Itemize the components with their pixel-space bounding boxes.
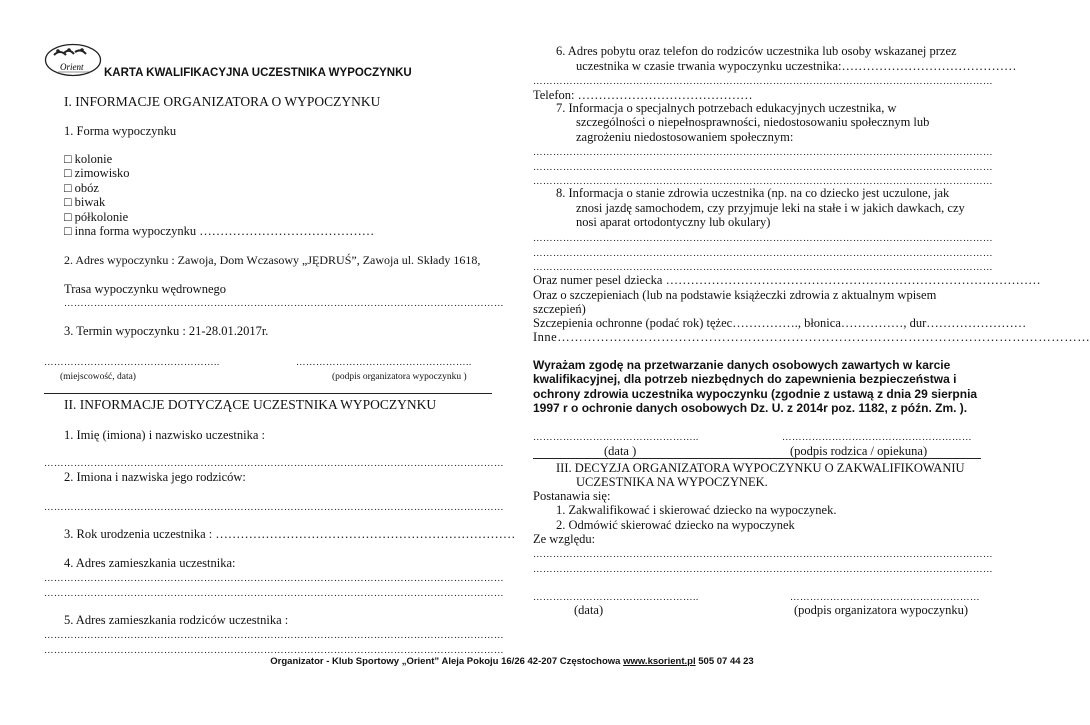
question-stay-address-line1: 6. Adres pobytu oraz telefon do rodziców uczestnika lub osoby wskazanej przez: [556, 44, 957, 58]
consent-line3: ochrony zdrowia uczestnika wypoczynku (zgodnie z ustawą z dnia 29 sierpnia: [533, 387, 978, 401]
card-title: KARTA KWALIFIKACYJNA UCZESTNIKA WYPOCZYNKU: [104, 67, 412, 79]
form-option-other[interactable]: □ inna forma wypoczynku ……………………………………: [64, 224, 375, 238]
final-sign-label: (podpis organizatora wypoczynku): [794, 603, 969, 617]
decision-label: Postanawia się:: [533, 489, 611, 503]
orient-club-logo: [44, 43, 102, 77]
question-form: 1. Forma wypoczynku: [64, 124, 177, 138]
final-sign-dots[interactable]: …………………………………………………: [790, 593, 980, 603]
reason-dots-2[interactable]: …………………………………………………………………………………………………………………………: [533, 565, 993, 575]
logo-text: Orient: [60, 62, 84, 72]
form-option-biwak[interactable]: □ biwak: [64, 195, 106, 209]
health-dots-2[interactable]: …………………………………………………………………………………………………………………………: [533, 249, 993, 259]
parents-names-dots[interactable]: …………………………………………………………………………………………………………………………: [44, 503, 504, 513]
other-field[interactable]: Inne……………………………………………………………………………………………………………: [533, 330, 1090, 344]
consent-line1: Wyrażam zgodę na przetwarzanie danych osobowych zawartych w karcie: [533, 358, 951, 372]
form-option-polkolonie[interactable]: □ półkolonie: [64, 210, 129, 224]
participant-name-dots[interactable]: …………………………………………………………………………………………………………………………: [44, 459, 504, 469]
organizer-sign-label: (podpis organizatora wypoczynku ): [332, 372, 467, 382]
question-education-line3: zagrożeniu niedostosowaniem społecznym:: [576, 130, 794, 144]
section2-title: II. INFORMACJE DOTYCZĄCE UCZESTNIKA WYPOCZYNKU: [64, 397, 437, 412]
question-term: 3. Termin wypoczynku : 21-28.01.2017r.: [64, 324, 269, 338]
footer-phone: 505 07 44 23: [695, 656, 754, 667]
decision-option-refuse[interactable]: 2. Odmówić skierować dziecko na wypoczynek: [556, 518, 795, 532]
section1-title: I. INFORMACJE ORGANIZATORA O WYPOCZYNKU: [64, 94, 381, 109]
form-option-kolonie[interactable]: □ kolonie: [64, 152, 113, 166]
section3-title-line2: UCZESTNIKA NA WYPOCZYNEK.: [576, 475, 768, 489]
question-participant-address: 4. Adres zamieszkania uczestnika:: [64, 556, 236, 570]
question-stay-address-line2: uczestnika w czasie trwania wypoczynku uczestnika:……………………………………: [576, 59, 1017, 73]
organizer-sign-dots[interactable]: ……………………………………………..: [296, 358, 472, 368]
consent-date-label: (data ): [604, 444, 637, 458]
question-participant-name: 1. Imię (imiona) i nazwisko uczestnika :: [64, 428, 265, 442]
question-parents-address: 5. Adres zamieszkania rodziców uczestnika :: [64, 613, 289, 627]
stay-address-dots[interactable]: …………………………………………………………………………………………………………………………: [533, 77, 993, 87]
reason-dots-1[interactable]: …………………………………………………………………………………………………………………………: [533, 550, 993, 560]
participant-address-dots-1[interactable]: …………………………………………………………………………………………………………………………: [44, 574, 504, 584]
form-option-zimowisko[interactable]: □ zimowisko: [64, 166, 130, 180]
pesel-field[interactable]: Oraz numer pesel dziecka ………………………………………………………………………………: [533, 273, 1041, 287]
health-dots-1[interactable]: …………………………………………………………………………………………………………………………: [533, 234, 993, 244]
footer-link[interactable]: www.ksorient.pl: [623, 656, 696, 667]
final-date-label: (data): [574, 603, 604, 617]
question-address: 2. Adres wypoczynku : Zawoja, Dom Wczasowy „JĘDRUŚ”, Zawoja ul. Składy 1618,: [64, 253, 481, 267]
parents-address-dots-2[interactable]: …………………………………………………………………………………………………………………………: [44, 646, 504, 656]
footer: [0, 656, 1024, 668]
footer-organizer: Organizator - Klub Sportowy „Orient” Aleja Pokoju 16/26 42-207 Częstochowa: [270, 656, 624, 667]
question-birth-year: 3. Rok urodzenia uczestnika : ………………………………………………………………: [64, 527, 516, 541]
place-date-label: (miejscowość, data): [60, 372, 136, 382]
route-label: Trasa wypoczynku wędrownego: [64, 282, 227, 296]
consent-sign-label: (podpis rodzica / opiekuna): [790, 444, 928, 458]
decision-option-qualify[interactable]: 1. Zakwalifikować i skierować dziecko na wypoczynek.: [556, 503, 837, 517]
health-dots-3[interactable]: …………………………………………………………………………………………………………………………: [533, 263, 993, 273]
reason-label: Ze względu:: [533, 532, 596, 546]
final-date-dots[interactable]: …………………………………………..: [533, 593, 699, 603]
vaccination-fields[interactable]: Szczepienia ochronne (podać rok) tężec……………., błonica……………, dur……………………: [533, 316, 1027, 330]
parents-address-dots-1[interactable]: …………………………………………………………………………………………………………………………: [44, 631, 504, 641]
form-option-oboz[interactable]: □ obóz: [64, 181, 99, 195]
consent-line2: kwalifikacyjnej, dla potrzeb niezbędnych do zapewnienia bezpieczeństwa i: [533, 372, 957, 386]
question-health-line2: znosi jazdę samochodem, czy przyjmuje leki na stałe i w jakich dawkach, czy: [576, 201, 965, 215]
section-divider-right: [533, 458, 981, 459]
question-health-line1: 8. Informacja o stanie zdrowia uczestnika (np. na co dziecko jest uczulone, jak: [556, 186, 950, 200]
vaccination-text-line2: szczepień): [533, 302, 586, 316]
consent-sign-dots[interactable]: …………………………………………………: [782, 433, 972, 443]
consent-line4: 1997 r o ochronie danych osobowych Dz. U. z 2014r poz. 1182, z późn. Zm. ).: [533, 401, 968, 415]
route-dots[interactable]: ……………………………………………………………………………………………………………………: [64, 299, 504, 309]
education-dots-3[interactable]: …………………………………………………………………………………………………………………………: [533, 177, 993, 187]
question-parents-names: 2. Imiona i nazwiska jego rodziców:: [64, 470, 246, 484]
education-dots-1[interactable]: …………………………………………………………………………………………………………………………: [533, 148, 993, 158]
phone-field[interactable]: Telefon: ……………………………………: [533, 88, 753, 102]
consent-date-dots[interactable]: …………………………………………..: [533, 433, 699, 443]
section3-title-line1: III. DECYZJA ORGANIZATORA WYPOCZYNKU O ZAKWALIFIKOWANIU: [556, 461, 965, 475]
question-education-line2: szczególności o niepełnosprawności, niedostosowaniu społecznym lub: [576, 115, 930, 129]
participant-address-dots-2[interactable]: …………………………………………………………………………………………………………………………: [44, 589, 504, 599]
education-dots-2[interactable]: …………………………………………………………………………………………………………………………: [533, 163, 993, 173]
question-health-line3: nosi aparat ortodontyczny lub okulary): [576, 215, 771, 229]
section-divider-left: [44, 393, 492, 394]
question-education-line1: 7. Informacja o specjalnych potrzebach edukacyjnych uczestnika, w: [556, 101, 897, 115]
place-date-dots[interactable]: ……………………………………………..: [44, 358, 220, 368]
vaccination-text-line1: Oraz o szczepieniach (lub na podstawie książeczki zdrowia z aktualnym wpisem: [533, 288, 937, 302]
